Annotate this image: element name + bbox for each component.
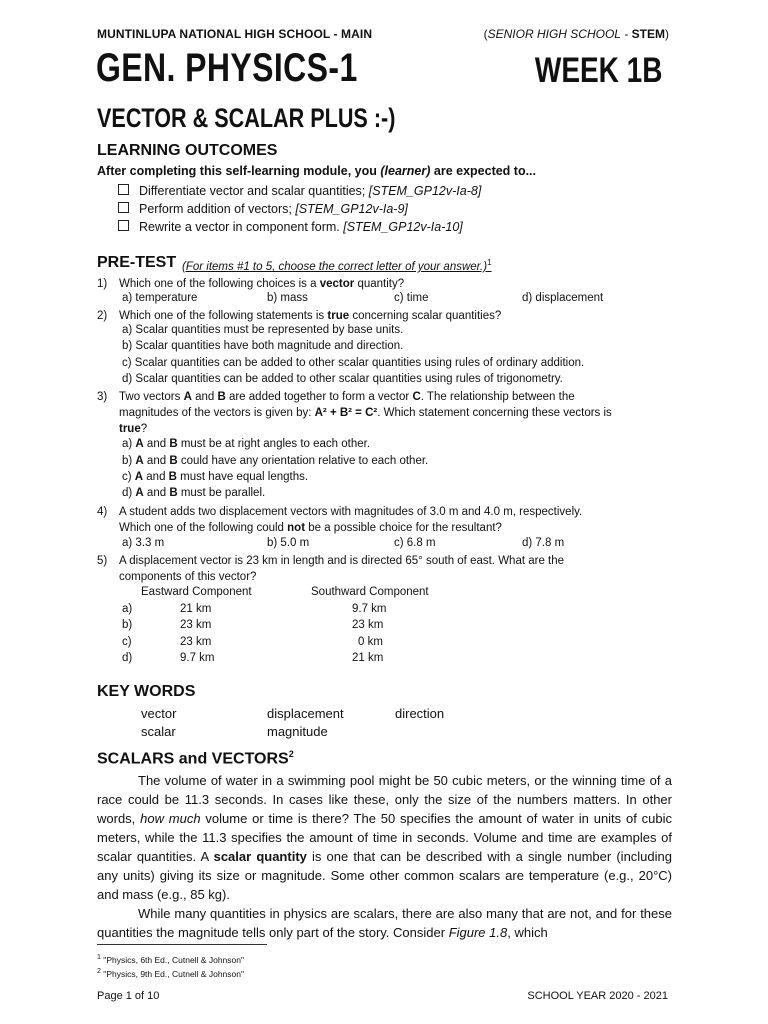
key-word: scalar bbox=[141, 724, 176, 739]
q5-row-east: 23 km bbox=[180, 636, 212, 648]
q1-option-c: c) time bbox=[394, 292, 429, 304]
question-5: 5) A displacement vector is 23 km in length and is directed 65° south of east. What are the components of this vector? bbox=[97, 555, 565, 584]
q2-option-b: b) Scalar quantities have both magnitude and direction. bbox=[122, 340, 404, 352]
pretest-heading: PRE-TEST bbox=[97, 254, 177, 271]
checkbox-icon bbox=[118, 202, 129, 213]
q4-option-a: a) 3.3 m bbox=[122, 537, 165, 549]
q2-option-c: c) Scalar quantities can be added to other scalar quantities using rules of ordinary addition. bbox=[122, 357, 585, 369]
q3-option-b: b) A and B could have any orientation relative to each other. bbox=[122, 455, 429, 467]
key-word: displacement bbox=[267, 706, 344, 721]
page-number: Page 1 of 10 bbox=[97, 990, 160, 1002]
week-label: WEEK 1B bbox=[534, 51, 662, 90]
footnote-divider bbox=[97, 944, 267, 945]
q5-row-south: 21 km bbox=[352, 652, 384, 664]
q4-option-c: c) 6.8 m bbox=[394, 537, 436, 549]
school-name: MUNTINLUPA NATIONAL HIGH SCHOOL - MAIN bbox=[97, 27, 373, 41]
list-item: Perform addition of vectors; [STEM_GP12v-Ia-9] bbox=[118, 200, 481, 218]
q4-option-b: b) 5.0 m bbox=[267, 537, 310, 549]
q2-option-a: a) Scalar quantities must be represented by base units. bbox=[122, 324, 404, 336]
key-word: magnitude bbox=[267, 724, 328, 739]
q1-option-a: a) temperature bbox=[122, 292, 198, 304]
learning-outcomes-intro: After completing this self-learning module, you (learner) are expected to... bbox=[97, 164, 537, 178]
q2-option-d: d) Scalar quantities can be added to other scalar quantities using rules of trigonometry. bbox=[122, 373, 563, 385]
body-text bbox=[97, 771, 672, 942]
paragraph: The volume of water in a swimming pool might be 50 cubic meters, or the winning time of a race could be 11.3 seconds. In cases like these, only the size of the numbers matters. In other words, how much volume or time is there? The 50 specifies the amount of water in units of cubic meters, while the 11.3 specifies the amount of time in seconds. Volume and time are examples of scalar quantities. A scalar quantity is one that can be described with a single number (including any units) giving its size or magnitude. Some other common scalars are temperature (e.g., 20°C) and mass (e.g., 85 kg). bbox=[97, 773, 672, 902]
q5-row-east: 21 km bbox=[180, 603, 212, 615]
key-word: vector bbox=[141, 706, 177, 721]
scalars-vectors-heading: SCALARS and VECTORS$^2$ bbox=[97, 749, 294, 768]
key-word: direction bbox=[395, 706, 445, 721]
q5-row-letter: b) bbox=[122, 619, 133, 631]
lesson-title: VECTOR & SCALAR PLUS :-) bbox=[97, 103, 396, 133]
checkbox-icon bbox=[118, 184, 129, 195]
learning-outcomes-heading: LEARNING OUTCOMES bbox=[97, 142, 278, 159]
list-item: Rewrite a vector in component form. [STEM_GP12v-Ia-10] bbox=[118, 218, 481, 236]
q5-col-east-header: Eastward Component bbox=[141, 586, 252, 598]
q5-row-south: 9.7 km bbox=[352, 603, 387, 615]
key-words-heading: KEY WORDS bbox=[97, 683, 196, 700]
q5-row-south: 0 km bbox=[358, 636, 383, 648]
question-2: 2) Which one of the following statements is true concerning scalar quantities? bbox=[97, 310, 502, 322]
q3-option-a: a) A and B must be at right angles to each other. bbox=[122, 438, 371, 450]
q5-row-letter: c) bbox=[122, 636, 132, 648]
q1-option-d: d) displacement bbox=[522, 292, 604, 304]
question-1: 1) Which one of the following choices is a vector quantity? bbox=[97, 278, 405, 290]
q5-row-south: 23 km bbox=[352, 619, 384, 631]
q3-option-c: c) A and B must have equal lengths. bbox=[122, 471, 309, 483]
paragraph: While many quantities in physics are scalars, there are also many that are not, and for these quantities the magnitude tells only part of the story. Consider Figure 1.8, which bbox=[97, 906, 672, 940]
q5-col-south-header: Southward Component bbox=[311, 586, 429, 598]
subject-title: GEN. PHYSICS-1 bbox=[96, 46, 358, 90]
list-item: Differentiate vector and scalar quantities; [STEM_GP12v-Ia-8] bbox=[118, 182, 481, 200]
q1-option-b: b) mass bbox=[267, 292, 308, 304]
q5-row-east: 9.7 km bbox=[180, 652, 215, 664]
q4-option-d: d) 7.8 m bbox=[522, 537, 565, 549]
q5-row-letter: d) bbox=[122, 652, 133, 664]
q5-row-letter: a) bbox=[122, 603, 133, 615]
q5-row-east: 23 km bbox=[180, 619, 212, 631]
school-level: (SENIOR HIGH SCHOOL - STEM) bbox=[483, 27, 669, 41]
checkbox-icon bbox=[118, 220, 129, 231]
school-year: SCHOOL YEAR 2020 - 2021 bbox=[527, 990, 668, 1002]
learning-outcomes-list bbox=[118, 182, 481, 236]
question-3: 3) Two vectors A and B are added together to form a vector C. The relationship between the magnitudes of the vectors is given by: A² + B² = C². Which statement concerning these vectors is true? bbox=[97, 391, 612, 436]
footnote: $^2$ "Physics, 9th Ed., Cutnell & Johnson" bbox=[97, 967, 244, 979]
pretest-instructions: (For items #1 to 5, choose the correct letter of your answer.)$^1$ bbox=[182, 258, 492, 273]
question-4: 4) A student adds two displacement vectors with magnitudes of 3.0 m and 4.0 m, respectively. Which one of the following could not be a possible choice for the resultant? bbox=[97, 506, 583, 535]
footnote: $^1$ "Physics, 6th Ed., Cutnell & Johnson" bbox=[97, 953, 244, 965]
q3-option-d: d) A and B must be parallel. bbox=[122, 487, 266, 499]
